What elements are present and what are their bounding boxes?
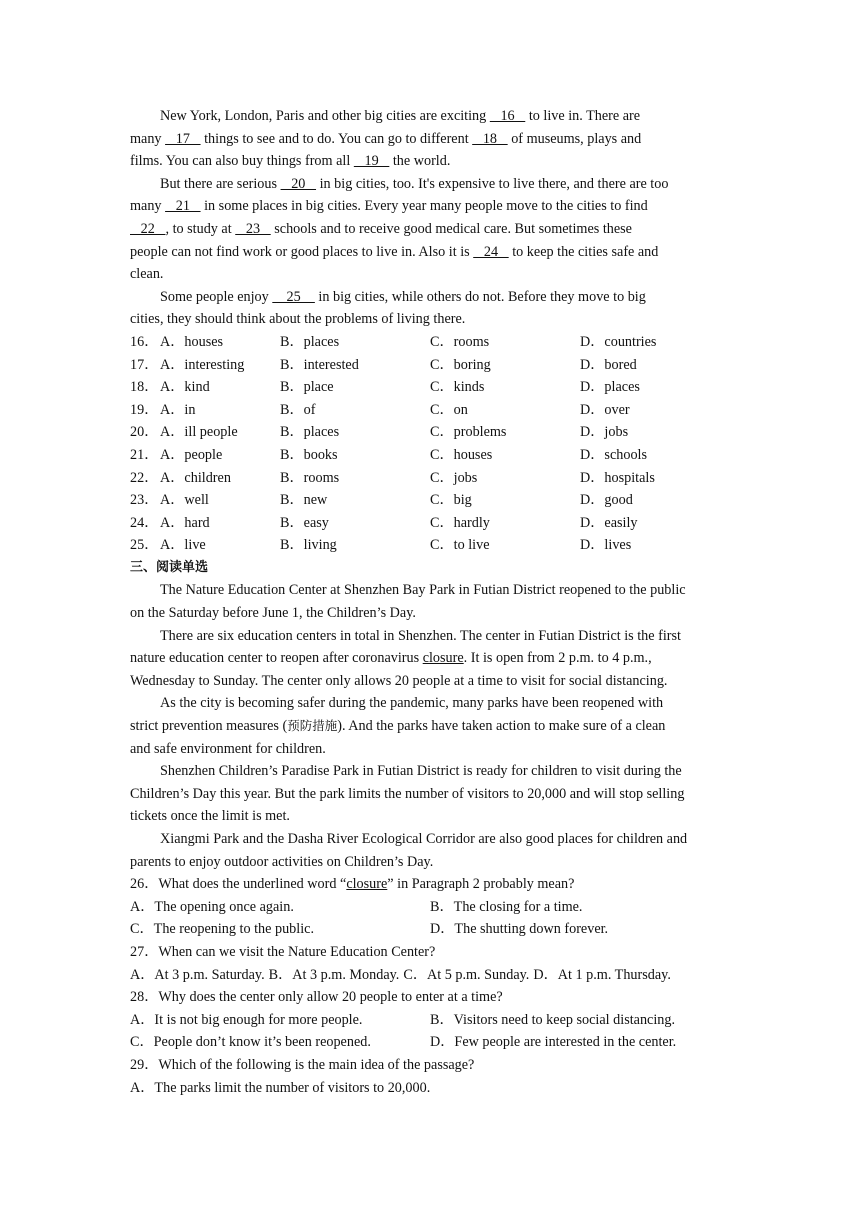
text: . It is open from 2 p.m. to 4 p.m., xyxy=(463,650,652,667)
question-number: 25． xyxy=(130,537,159,554)
passage1-p1-line2 xyxy=(130,128,730,151)
option-row-25 xyxy=(130,534,730,557)
option-row-21 xyxy=(130,444,730,467)
text: nature education center to reopen after coronavirus xyxy=(130,650,423,667)
option-b[interactable]: B．new xyxy=(280,492,328,509)
question-number: 22． xyxy=(130,469,159,486)
option-b[interactable]: B．places xyxy=(280,424,340,441)
passage1-p2-line4 xyxy=(130,241,730,264)
text: , to study at xyxy=(165,220,236,237)
blank-20: 20 xyxy=(280,175,317,192)
reading-p2-line1: There are six education centers in total in Shenzhen. The center in Futian District is the first xyxy=(160,627,681,644)
option-c[interactable]: C．big xyxy=(430,492,472,509)
question-28-stem: 28．Why does the center only allow 20 people to enter at a time? xyxy=(130,989,503,1006)
option-b[interactable]: B．The closing for a time. xyxy=(430,898,583,915)
question-number: 18． xyxy=(130,379,159,396)
option-b[interactable]: B．places xyxy=(280,333,340,350)
option-d[interactable]: D．At 1 p.m. Thursday. xyxy=(533,966,671,983)
option-a[interactable]: A．It is not big enough for more people. xyxy=(130,1011,363,1028)
text: schools and to receive good medical care. But sometimes these xyxy=(270,220,632,237)
question-29-stem: 29．Which of the following is the main idea of the passage? xyxy=(130,1056,475,1073)
option-d[interactable]: D．bored xyxy=(580,356,637,373)
text: to live in. There are xyxy=(525,108,641,124)
text: many xyxy=(130,130,166,147)
text: strict prevention measures ( xyxy=(130,718,288,735)
underlined-word-closure: closure xyxy=(346,876,388,893)
reading-p1-line1: The Nature Education Center at Shenzhen Bay Park in Futian District reopened to the public xyxy=(160,582,686,599)
underlined-word-closure: closure xyxy=(422,650,464,667)
option-d[interactable]: D．hospitals xyxy=(580,469,655,486)
reading-p4-line1: Shenzhen Children’s Paradise Park in Futian District is ready for children to visit during the xyxy=(160,763,682,780)
option-c[interactable]: C．At 5 p.m. Sunday. xyxy=(403,966,530,983)
blank-19: 19 xyxy=(353,153,390,170)
option-a[interactable]: A．hard xyxy=(160,514,210,531)
blank-16: 16 xyxy=(489,108,526,124)
passage1-p3-line2: cities, they should think about the problems of living there. xyxy=(130,311,466,328)
reading-p4-line3: tickets once the limit is met. xyxy=(130,808,290,825)
option-c[interactable]: C．hardly xyxy=(430,514,490,531)
blank-17: 17 xyxy=(165,130,201,147)
question-26-options-row1 xyxy=(130,896,730,919)
option-c[interactable]: C．to live xyxy=(430,537,490,554)
question-26-stem xyxy=(130,873,730,896)
option-row-16 xyxy=(130,331,730,354)
reading-p3-line2 xyxy=(130,715,730,738)
option-b[interactable]: B．rooms xyxy=(280,469,340,486)
option-c[interactable]: C．People don’t know it’s been reopened. xyxy=(130,1034,371,1051)
option-b[interactable]: B．At 3 p.m. Monday. xyxy=(268,966,400,983)
question-number: 24． xyxy=(130,514,159,531)
option-a[interactable]: A．At 3 p.m. Saturday. xyxy=(130,966,265,983)
text: many xyxy=(130,198,166,215)
option-d[interactable]: D．countries xyxy=(580,333,657,350)
option-d[interactable]: D．places xyxy=(580,379,640,396)
option-c[interactable]: C．problems xyxy=(430,424,507,441)
option-row-24 xyxy=(130,512,730,535)
question-number: 16． xyxy=(130,333,159,350)
option-row-18 xyxy=(130,376,730,399)
option-c[interactable]: C．kinds xyxy=(430,379,485,396)
option-a[interactable]: A．well xyxy=(160,492,209,509)
reading-p1-line2: on the Saturday before June 1, the Children’s Day. xyxy=(130,605,416,622)
blank-24: 24 xyxy=(473,243,509,260)
option-a[interactable]: A．The opening once again. xyxy=(130,898,294,915)
option-b[interactable]: B．easy xyxy=(280,514,329,531)
reading-p2-line3: Wednesday to Sunday. The center only allows 20 people at a time to visit for social distancing. xyxy=(130,672,668,689)
reading-p3-line1: As the city is becoming safer during the pandemic, many parks have been reopened with xyxy=(160,695,664,712)
blank-21: 21 xyxy=(165,198,201,215)
option-a[interactable]: A．children xyxy=(160,469,231,486)
exam-page xyxy=(130,105,730,1099)
section-heading: 三、阅读单选 xyxy=(130,559,209,575)
option-d[interactable]: D．schools xyxy=(580,446,647,463)
question-28-options-row2 xyxy=(130,1031,730,1054)
blank-22: 22 xyxy=(130,220,166,237)
question-number: 17． xyxy=(130,356,159,373)
option-row-17 xyxy=(130,354,730,377)
option-d[interactable]: D．jobs xyxy=(580,424,629,441)
text: things to see and to do. You can go to different xyxy=(200,130,473,147)
text: in big cities, too. It's expensive to live there, and there are too xyxy=(316,175,669,192)
question-number: 20． xyxy=(130,424,159,441)
option-a[interactable]: A．people xyxy=(160,446,223,463)
passage1-p2-line5: clean. xyxy=(130,266,164,283)
option-b[interactable]: B．of xyxy=(280,401,316,418)
question-number: 23． xyxy=(130,492,159,509)
text: 26．What does the underlined word “ xyxy=(130,876,347,893)
option-b[interactable]: B．Visitors need to keep social distancing. xyxy=(430,1011,676,1028)
option-row-23 xyxy=(130,489,730,512)
reading-p5-line1: Xiangmi Park and the Dasha River Ecological Corridor are also good places for children and xyxy=(160,831,688,847)
question-29-option-a[interactable]: A．The parks limit the number of visitors to 20,000. xyxy=(130,1079,431,1096)
text: ). And the parks have taken action to make sure of a clean xyxy=(337,718,666,735)
option-b[interactable]: B．place xyxy=(280,379,334,396)
option-row-20 xyxy=(130,421,730,444)
text: the world. xyxy=(389,153,451,170)
option-a[interactable]: A．in xyxy=(160,401,196,418)
reading-p2-line2 xyxy=(130,647,730,670)
option-c[interactable]: C．on xyxy=(430,401,468,418)
text: ” in Paragraph 2 probably mean? xyxy=(387,876,575,893)
option-c[interactable]: C．rooms xyxy=(430,333,490,350)
text: But there are serious xyxy=(160,175,281,192)
option-d[interactable]: D．lives xyxy=(580,537,632,554)
option-row-19 xyxy=(130,399,730,422)
reading-p3-line3: and safe environment for children. xyxy=(130,740,326,757)
chinese-gloss: 预防措施 xyxy=(287,718,338,734)
question-27-stem: 27．When can we visit the Nature Education Center? xyxy=(130,943,436,960)
option-d[interactable]: D．over xyxy=(580,401,630,418)
question-number: 19． xyxy=(130,401,159,418)
option-b[interactable]: B．interested xyxy=(280,356,359,373)
option-c[interactable]: C．jobs xyxy=(430,469,478,486)
option-a[interactable]: A．interesting xyxy=(160,356,245,373)
reading-p4-line2: Children’s Day this year. But the park limits the number of visitors to 20,000 and will stop selling xyxy=(130,785,685,802)
option-d[interactable]: D．Few people are interested in the center. xyxy=(430,1034,677,1051)
text: Some people enjoy xyxy=(160,288,273,305)
option-c[interactable]: C．boring xyxy=(430,356,491,373)
option-b[interactable]: B．living xyxy=(280,537,337,554)
option-c[interactable]: C．The reopening to the public. xyxy=(130,921,315,938)
option-d[interactable]: D．easily xyxy=(580,514,638,531)
passage1-p1-line3 xyxy=(130,150,730,173)
text: of museums, plays and xyxy=(507,130,642,147)
question-28-options-row1 xyxy=(130,1009,730,1032)
text: people can not find work or good places to live in. Also it is xyxy=(130,243,474,260)
passage1-p2-line3 xyxy=(130,218,730,241)
option-a[interactable]: A．live xyxy=(160,537,206,554)
option-row-22 xyxy=(130,467,730,490)
cloze-options xyxy=(130,331,730,557)
blank-18: 18 xyxy=(472,130,508,147)
text: in some places in big cities. Every year many people move to the cities to find xyxy=(200,198,648,215)
option-d[interactable]: D．The shutting down forever. xyxy=(430,921,609,938)
question-26-options-row2 xyxy=(130,918,730,941)
option-a[interactable]: A．kind xyxy=(160,379,210,396)
text: in big cities, while others do not. Before they move to big xyxy=(314,288,646,305)
option-b[interactable]: B．books xyxy=(280,446,338,463)
blank-23: 23 xyxy=(235,220,271,237)
text: to keep the cities safe and xyxy=(508,243,659,260)
text: New York, London, Paris and other big cities are exciting xyxy=(160,108,490,124)
option-c[interactable]: C．houses xyxy=(430,446,493,463)
question-number: 21． xyxy=(130,446,159,463)
passage1-p2-line1 xyxy=(130,173,730,196)
passage1-p1-line1 xyxy=(130,105,730,128)
blank-25: 25 xyxy=(272,288,315,305)
reading-p5-line2: parents to enjoy outdoor activities on Children’s Day. xyxy=(130,853,434,870)
text: films. You can also buy things from all xyxy=(130,153,354,170)
option-a[interactable]: A．ill people xyxy=(160,424,238,441)
option-d[interactable]: D．good xyxy=(580,492,633,509)
question-27-options xyxy=(130,964,730,987)
passage1-p2-line2 xyxy=(130,195,730,218)
option-a[interactable]: A．houses xyxy=(160,333,224,350)
passage1-p3-line1 xyxy=(130,286,730,309)
